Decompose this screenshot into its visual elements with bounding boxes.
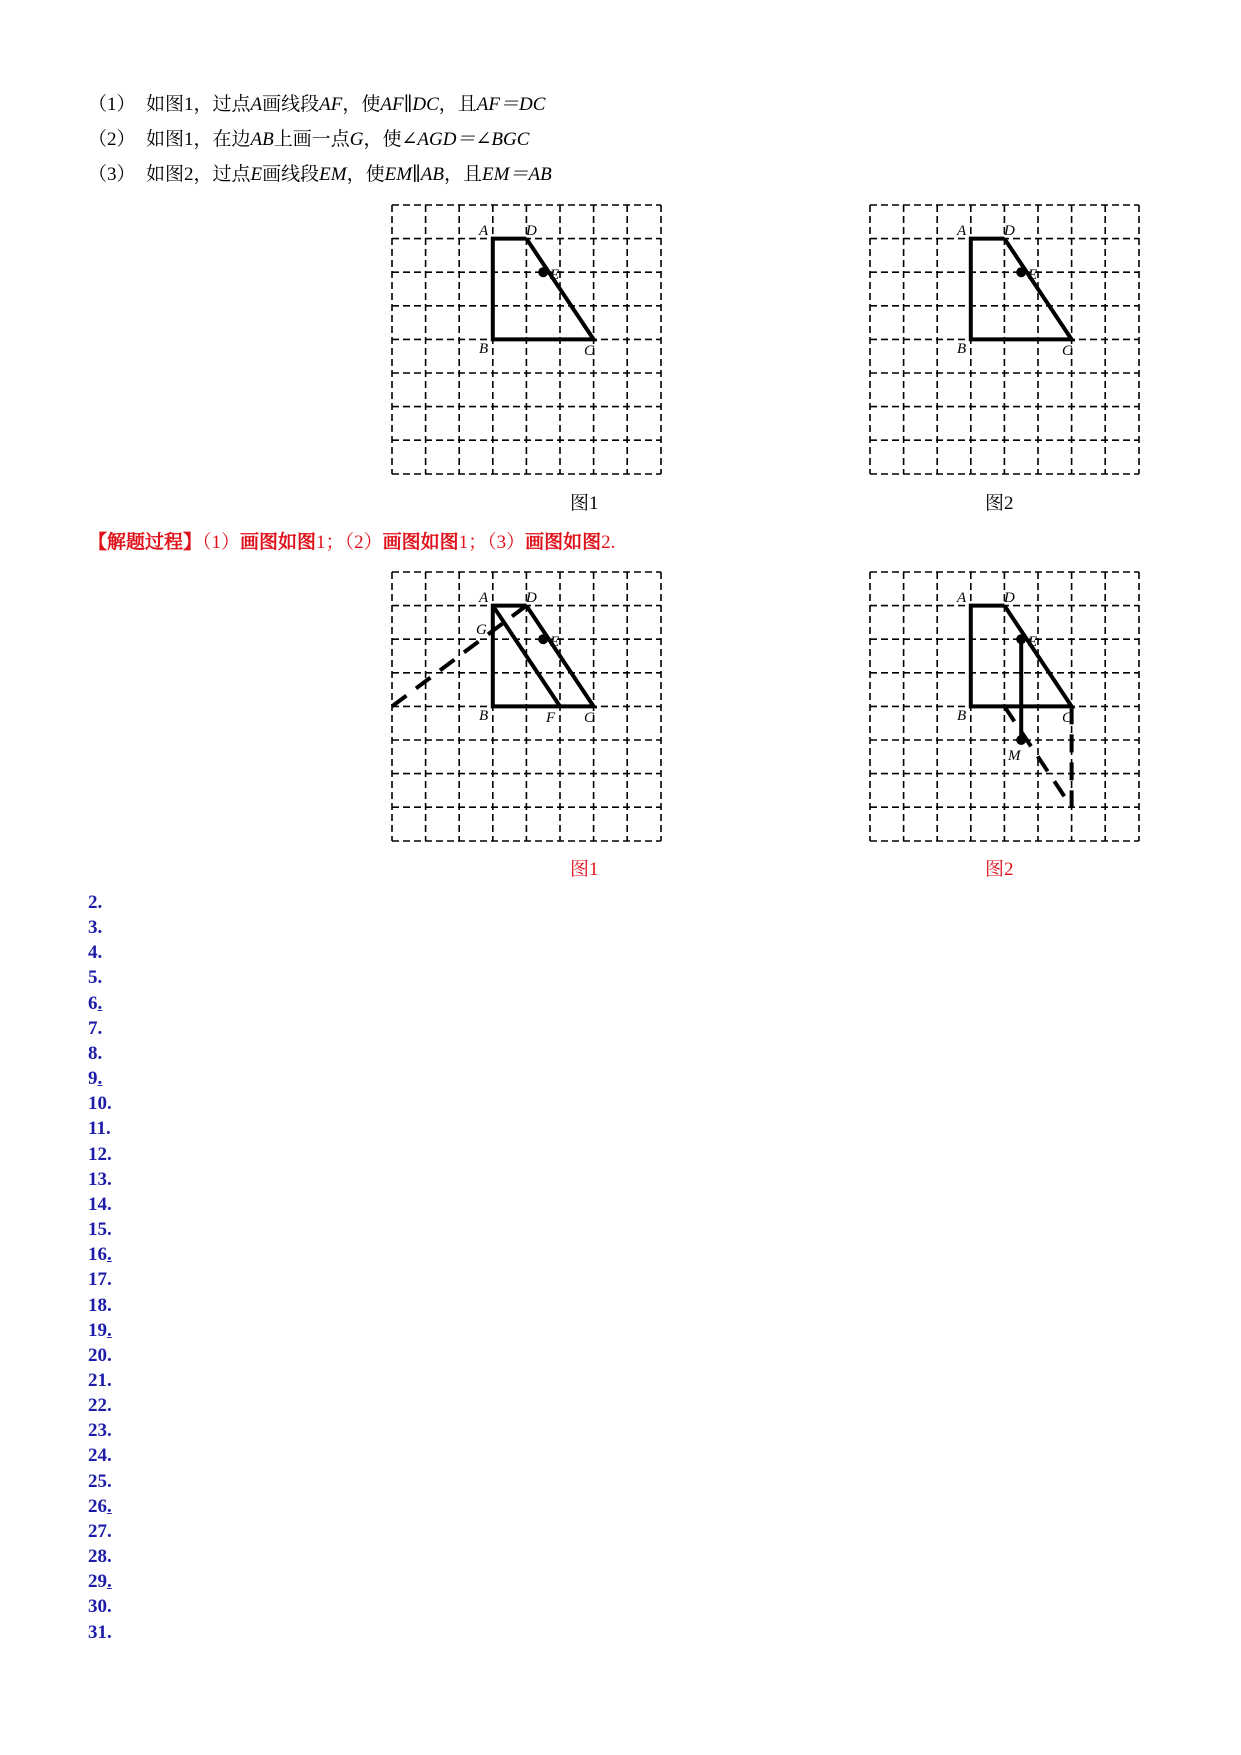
- numbered-list: [88, 890, 112, 1645]
- trapezoid-abcd: [956, 223, 1073, 359]
- question-number: （2）: [88, 129, 136, 150]
- label-d: D: [526, 590, 537, 606]
- label-d: D: [526, 223, 537, 239]
- label-c: C: [1062, 343, 1073, 359]
- question-1: （1） 如图1，过点A画线段AF，使AF∥DC，且AF＝DC: [88, 94, 546, 115]
- solution-text: 【解题过程】（1）画图如图1；（2）画图如图1；（3）画图如图2.: [88, 532, 616, 553]
- list-item-number: 10.: [88, 1093, 112, 1115]
- label-g: G: [476, 622, 487, 638]
- label-b: B: [479, 341, 489, 357]
- list-item-number: 6.: [88, 992, 103, 1014]
- question-figure-2: [866, 201, 1146, 481]
- list-item-number: 18.: [88, 1294, 112, 1316]
- list-item-number: 15.: [88, 1219, 112, 1241]
- question-2: （2） 如图1，在边AB上画一点G，使∠AGD＝∠BGC: [88, 129, 530, 150]
- question-figure-2-caption: 图2: [985, 493, 1014, 514]
- label-e: E: [550, 634, 560, 650]
- list-item-number: 26.: [88, 1495, 112, 1517]
- list-item-number: 21.: [88, 1369, 112, 1391]
- list-item-number: 5.: [88, 967, 103, 989]
- list-item-number: 3.: [88, 917, 103, 939]
- list-item-number: 19.: [88, 1319, 112, 1341]
- list-item-number: 22.: [88, 1395, 112, 1417]
- list-item-number: 14.: [88, 1193, 112, 1215]
- list-item-number: 13.: [88, 1168, 112, 1190]
- list-item-number: 11.: [88, 1118, 111, 1140]
- question-figure-1-caption: 图1: [570, 493, 599, 514]
- label-a: A: [479, 223, 489, 239]
- list-item-number: 8.: [88, 1042, 103, 1064]
- list-item-number: 24.: [88, 1445, 112, 1467]
- label-a: A: [957, 590, 967, 606]
- list-item-number: 9.: [88, 1068, 103, 1090]
- label-f: F: [546, 710, 556, 726]
- question-number: （1）: [88, 94, 136, 115]
- list-item-number: 12.: [88, 1143, 112, 1165]
- list-item-number: 23.: [88, 1420, 112, 1442]
- point-e: [1016, 267, 1026, 277]
- trapezoid-abcd: [478, 223, 595, 359]
- answer-figure-1-caption: 图1: [570, 859, 599, 880]
- list-item-number: 2.: [88, 892, 103, 913]
- label-e: E: [1028, 634, 1038, 650]
- answer-figure-2-caption: 图2: [985, 859, 1014, 880]
- label-e: E: [1028, 267, 1038, 283]
- question-figure-1: [388, 201, 668, 481]
- label-a: A: [957, 223, 967, 239]
- label-c: C: [1062, 710, 1073, 726]
- list-item-number: 28.: [88, 1546, 112, 1568]
- label-b: B: [479, 708, 489, 724]
- label-b: B: [957, 708, 967, 724]
- point-m: [1016, 735, 1026, 745]
- list-item-number: 29.: [88, 1571, 112, 1593]
- list-item-number: 25.: [88, 1470, 112, 1492]
- answer-figure-2: [866, 568, 1146, 848]
- list-item-number: 27.: [88, 1520, 112, 1542]
- point-e: [538, 267, 548, 277]
- label-b: B: [957, 341, 967, 357]
- list-item-number: 4.: [88, 942, 103, 964]
- question-3: （3） 如图2，过点E画线段EM，使EM∥AB，且EM＝AB: [88, 164, 552, 185]
- label-c: C: [584, 343, 595, 359]
- label-c: C: [584, 710, 595, 726]
- construction-af-g: [392, 590, 595, 726]
- list-item-number: 20.: [88, 1344, 112, 1366]
- construction-em: [956, 590, 1073, 807]
- list-item-number: 16.: [88, 1244, 112, 1266]
- label-m: M: [1008, 748, 1021, 764]
- point-e: [1016, 634, 1026, 644]
- label-a: A: [479, 590, 489, 606]
- label-e: E: [550, 267, 560, 283]
- solution-label: 【解题过程】: [88, 532, 203, 553]
- label-d: D: [1004, 590, 1015, 606]
- question-number: （3）: [88, 164, 136, 185]
- list-item-number: 30.: [88, 1596, 112, 1618]
- answer-figure-1: [388, 568, 668, 848]
- label-d: D: [1004, 223, 1015, 239]
- list-item-number: 17.: [88, 1269, 112, 1291]
- list-item-number: 31.: [88, 1621, 112, 1643]
- point-e: [538, 634, 548, 644]
- list-item-number: 7.: [88, 1017, 103, 1039]
